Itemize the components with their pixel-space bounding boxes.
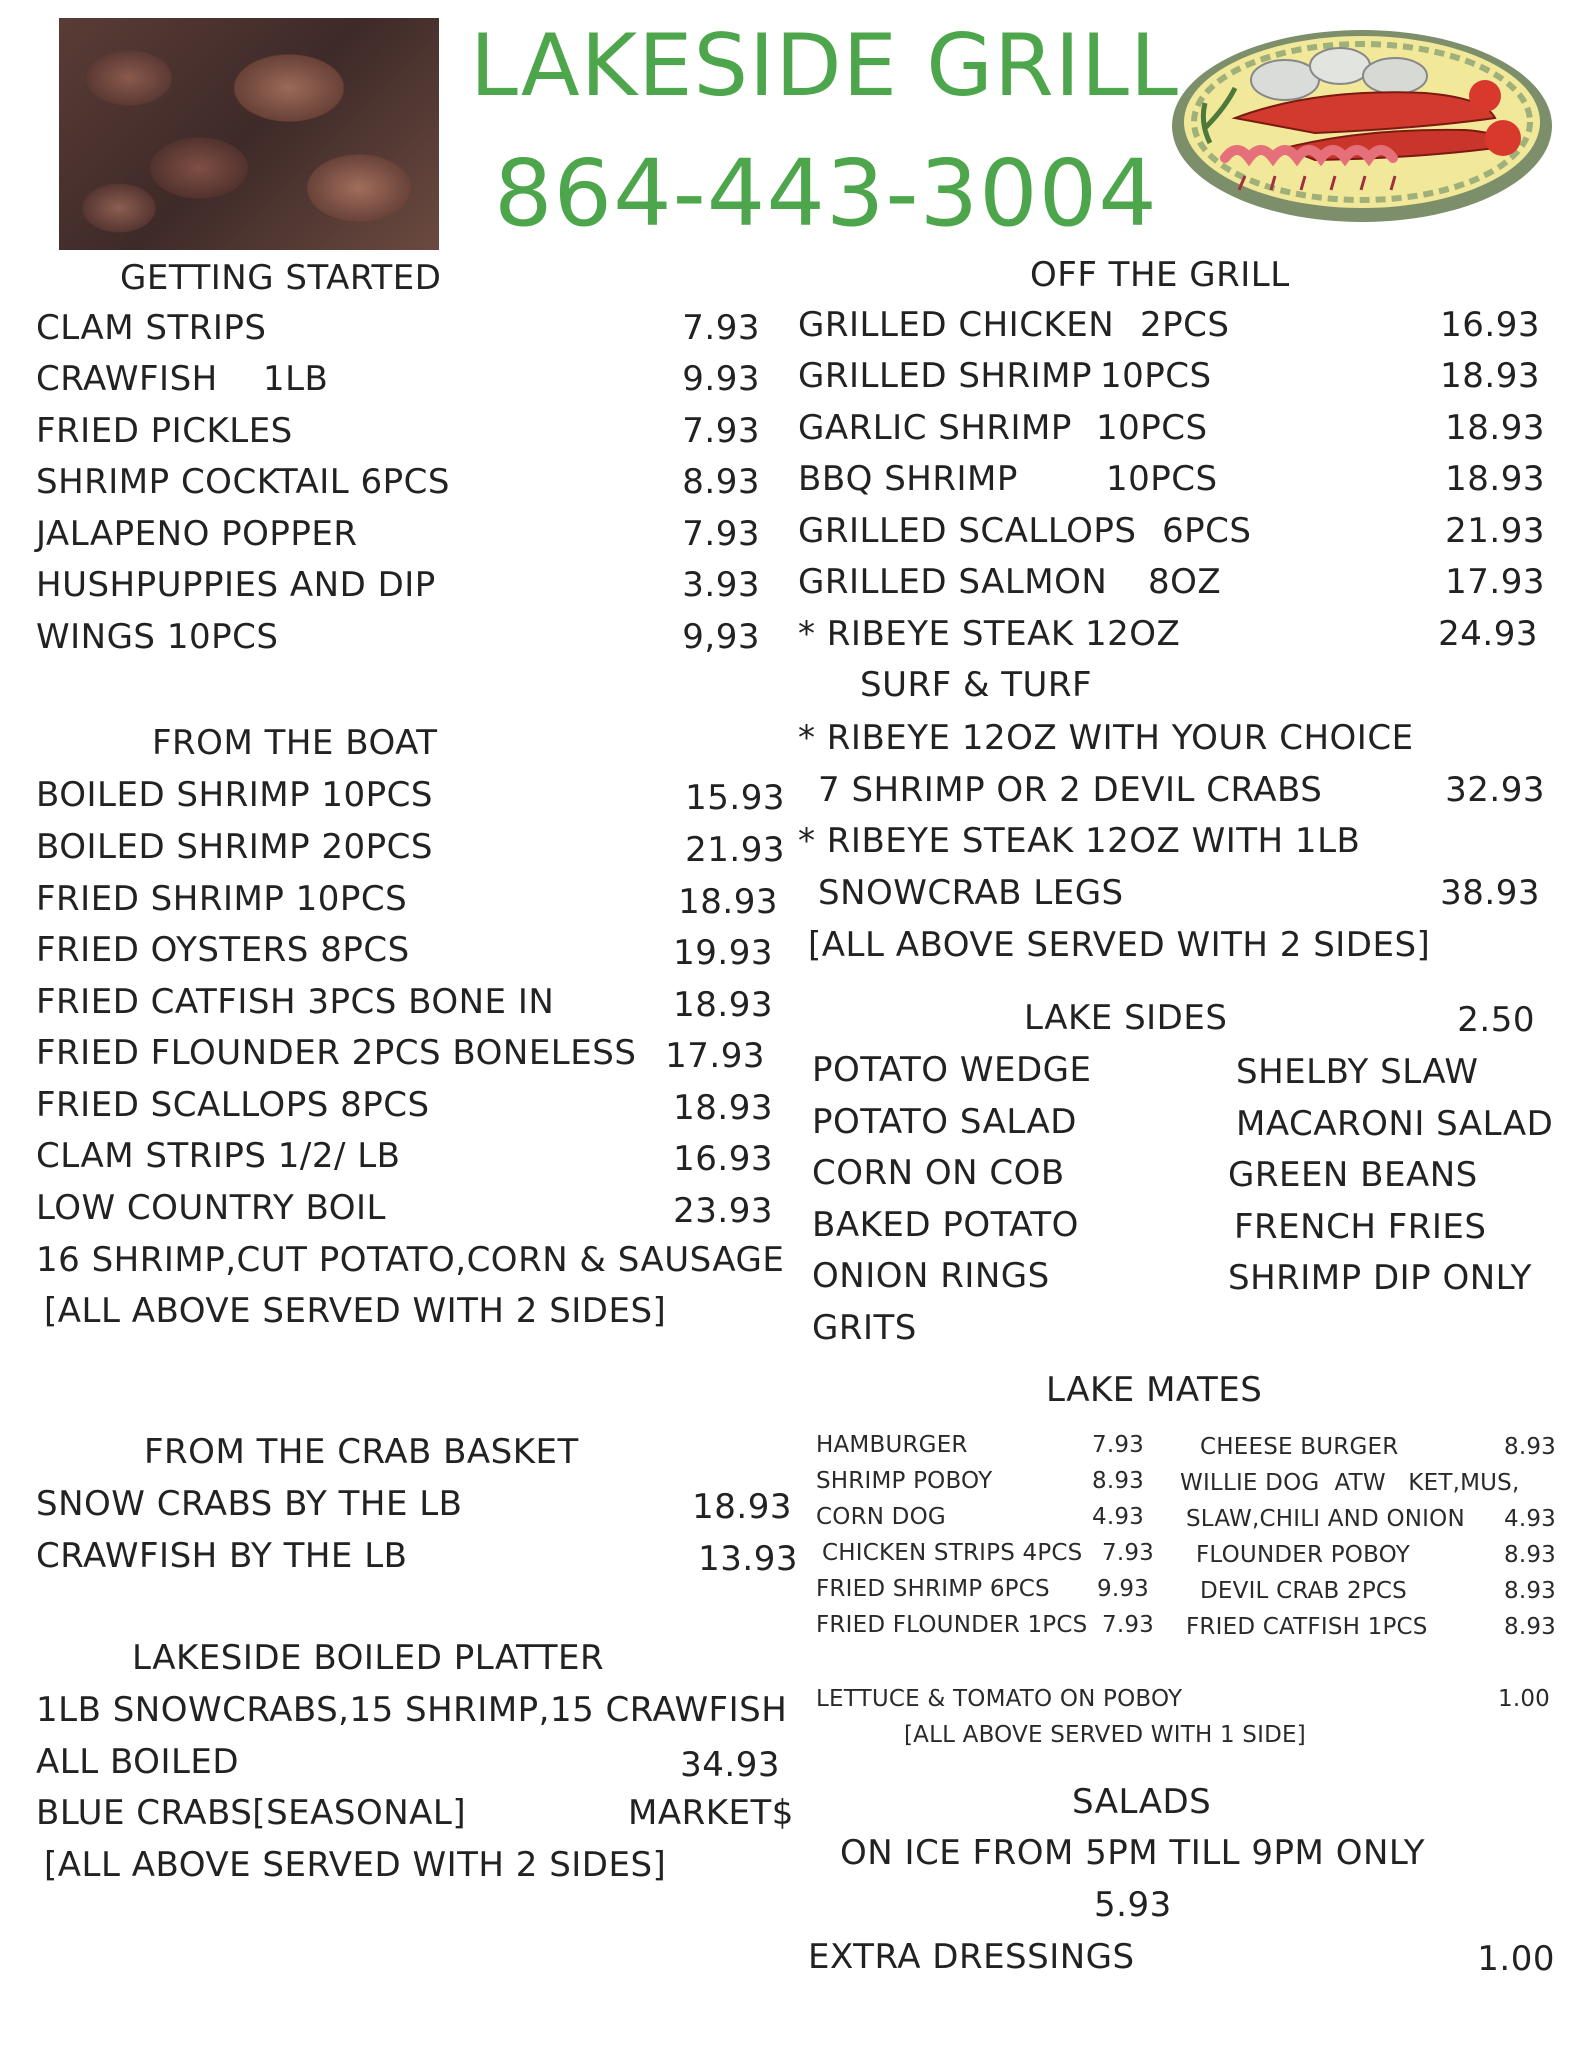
menu-item-name: CHICKEN STRIPS 4PCS [822, 1540, 1083, 1566]
menu-item-price: 16.93 [1440, 305, 1540, 345]
menu-item-name: SHRIMP COCKTAIL 6PCS [36, 462, 450, 502]
menu-item-price: 24.93 [1438, 614, 1538, 654]
menu-item-price: 9.93 [682, 359, 760, 399]
menu-item-price: 18.93 [1445, 459, 1545, 499]
menu-item-price: 7.93 [1101, 1540, 1154, 1566]
menu-item-qty: 6PCS [1162, 511, 1252, 551]
extra-dressings: EXTRA DRESSINGS [808, 1937, 1135, 1977]
menu-item-qty: 10PCS [1096, 408, 1208, 448]
menu-item-price: 17.93 [665, 1036, 765, 1076]
menu-item-price: 18.93 [678, 882, 778, 922]
side-item: MACARONI SALAD [1236, 1104, 1554, 1144]
side-item: SHELBY SLAW [1236, 1052, 1479, 1092]
menu-item-name: FRIED FLOUNDER 1PCS [816, 1612, 1088, 1638]
menu-item-price: 18.93 [692, 1487, 792, 1527]
menu-item-name: BLUE CRABS[SEASONAL] [36, 1793, 467, 1833]
menu-item-name: WILLIE DOG ATW KET,MUS, [1180, 1470, 1520, 1496]
served-note: [ALL ABOVE SERVED WITH 2 SIDES] [808, 925, 1431, 965]
menu-item-price: 4.93 [1091, 1504, 1144, 1530]
menu-item-price: 13.93 [698, 1539, 798, 1579]
menu-item-price: 7.93 [682, 308, 760, 348]
menu-item-name: * RIBEYE STEAK 12OZ [798, 614, 1181, 654]
menu-item-price: 3.93 [682, 565, 760, 605]
menu-item-name: CHEESE BURGER [1200, 1434, 1399, 1460]
menu-item-name: FRIED SHRIMP 10PCS [36, 879, 408, 919]
menu-item-name: GRILLED CHICKEN [798, 305, 1115, 345]
menu-item-price: 8.93 [682, 462, 760, 502]
menu-item-price: 7.93 [682, 411, 760, 451]
menu-item-name: FRIED OYSTERS 8PCS [36, 930, 410, 970]
menu-item-qty: 8OZ [1148, 562, 1222, 602]
surf-turf-line: * RIBEYE STEAK 12OZ WITH 1LB [798, 821, 1361, 861]
surf-turf-line: SNOWCRAB LEGS [818, 873, 1124, 913]
menu-item-price: 8.93 [1091, 1468, 1144, 1494]
menu-item-name: CORN DOG [816, 1504, 946, 1530]
menu-item-qty: 10PCS [1100, 356, 1212, 396]
menu-item-price: 16.93 [673, 1139, 773, 1179]
menu-item-name: WINGS 10PCS [36, 617, 279, 657]
menu-item-price: 18.93 [1440, 356, 1540, 396]
menu-item-name: CRAWFISH BY THE LB [36, 1536, 408, 1576]
menu-item-name: FRIED SCALLOPS 8PCS [36, 1085, 430, 1125]
section-heading: LAKE MATES [1046, 1370, 1263, 1410]
side-item: GRITS [812, 1308, 917, 1348]
menu-item-price: 19.93 [673, 933, 773, 973]
menu-item-price: 21.93 [1445, 511, 1545, 551]
side-item: ONION RINGS [812, 1256, 1050, 1296]
section-heading: SURF & TURF [860, 665, 1093, 705]
platter-contents: 1LB SNOWCRABS,15 SHRIMP,15 CRAWFISH [36, 1690, 788, 1730]
section-heading: FROM THE BOAT [152, 723, 438, 763]
menu-item-price: 8.93 [1503, 1542, 1556, 1568]
menu-item-name: FRIED CATFISH 1PCS [1186, 1614, 1428, 1640]
menu-item-name: FRIED CATFISH 3PCS BONE IN [36, 982, 555, 1022]
poboy-extra-price: 1.00 [1497, 1686, 1550, 1712]
menu-item-name: CLAM STRIPS 1/2/ LB [36, 1136, 401, 1176]
section-heading: LAKE SIDES [1024, 998, 1228, 1038]
side-item: POTATO WEDGE [812, 1050, 1092, 1090]
menu-item-price: 7.93 [1091, 1432, 1144, 1458]
menu-item-name: BBQ SHRIMP [798, 459, 1018, 499]
poboy-extra: LETTUCE & TOMATO ON POBOY [816, 1686, 1183, 1712]
restaurant-title: LAKESIDE GRILL [470, 16, 1179, 116]
section-heading: GETTING STARTED [120, 258, 442, 298]
menu-item-price: 18.93 [673, 985, 773, 1025]
menu-item-name: BOILED SHRIMP 10PCS [36, 775, 433, 815]
menu-item-name: SNOW CRABS BY THE LB [36, 1484, 463, 1524]
menu-item-name: FRIED PICKLES [36, 411, 293, 451]
menu-item-name: GRILLED SALMON [798, 562, 1108, 602]
menu-item-name: FRIED FLOUNDER 2PCS BONELESS [36, 1033, 637, 1073]
sides-price: 2.50 [1457, 1000, 1535, 1040]
menu-item-name: SLAW,CHILI AND ONION [1186, 1506, 1465, 1532]
menu-item-price: 8.93 [1503, 1578, 1556, 1604]
menu-item-price: 15.93 [685, 778, 785, 818]
menu-item-name: GRILLED SHRIMP [798, 356, 1092, 396]
menu-item-price: 7.93 [682, 514, 760, 554]
section-heading: FROM THE CRAB BASKET [144, 1432, 579, 1472]
menu-item-name: BOILED SHRIMP 20PCS [36, 827, 433, 867]
side-item: FRENCH FRIES [1234, 1207, 1487, 1247]
extra-dressings-price: 1.00 [1477, 1939, 1555, 1979]
menu-item-qty: 2PCS [1140, 305, 1230, 345]
menu-item-price: 4.93 [1503, 1506, 1556, 1532]
menu-item-name: HUSHPUPPIES AND DIP [36, 565, 436, 605]
served-note: [ALL ABOVE SERVED WITH 2 SIDES] [44, 1845, 667, 1885]
side-item: POTATO SALAD [812, 1102, 1077, 1142]
menu-item-price: 32.93 [1445, 770, 1545, 810]
menu-item-price: 8.93 [1503, 1434, 1556, 1460]
surf-turf-line: * RIBEYE 12OZ WITH YOUR CHOICE [798, 718, 1414, 758]
platter-note: ALL BOILED [36, 1742, 240, 1782]
salads-note: ON ICE FROM 5PM TILL 9PM ONLY [840, 1833, 1426, 1873]
section-heading: SALADS [1072, 1782, 1212, 1822]
menu-item-price: 23.93 [673, 1191, 773, 1231]
menu-item-price: MARKET$ [628, 1793, 794, 1833]
menu-item-qty: 10PCS [1106, 459, 1218, 499]
boil-description: 16 SHRIMP,CUT POTATO,CORN & SAUSAGE [36, 1240, 785, 1280]
served-note: [ALL ABOVE SERVED WITH 1 SIDE] [904, 1722, 1306, 1748]
menu-item-name: JALAPENO POPPER [36, 514, 358, 554]
side-item: GREEN BEANS [1228, 1155, 1478, 1195]
menu-item-name: HAMBURGER [816, 1432, 968, 1458]
menu-item-price: 21.93 [685, 830, 785, 870]
menu-item-price: 8.93 [1503, 1614, 1556, 1640]
served-note: [ALL ABOVE SERVED WITH 2 SIDES] [44, 1291, 667, 1331]
seafood-platter-illustration [1165, 18, 1560, 228]
menu-item-price: 9.93 [1096, 1576, 1149, 1602]
menu-item-name: SHRIMP POBOY [816, 1468, 993, 1494]
menu-item-price: 17.93 [1445, 562, 1545, 602]
platter-price: 34.93 [680, 1745, 780, 1785]
menu-item-price: 38.93 [1440, 873, 1540, 913]
menu-item-name: GARLIC SHRIMP [798, 408, 1072, 448]
menu-item-price: 18.93 [673, 1088, 773, 1128]
menu-item-name: DEVIL CRAB 2PCS [1200, 1578, 1407, 1604]
menu-item-price: 9,93 [682, 617, 760, 657]
surf-turf-line: 7 SHRIMP OR 2 DEVIL CRABS [818, 770, 1323, 810]
menu-item-name: CRAWFISH 1LB [36, 359, 329, 399]
section-heading: LAKESIDE BOILED PLATTER [132, 1638, 605, 1678]
menu-item-name: GRILLED SCALLOPS [798, 511, 1137, 551]
side-item: BAKED POTATO [812, 1205, 1079, 1245]
side-item: CORN ON COB [812, 1153, 1065, 1193]
menu-item-name: FLOUNDER POBOY [1196, 1542, 1410, 1568]
menu-item-price: 18.93 [1445, 408, 1545, 448]
menu-item-name: FRIED SHRIMP 6PCS [816, 1576, 1050, 1602]
salads-price: 5.93 [1094, 1885, 1172, 1925]
phone-number: 864-443-3004 [494, 140, 1158, 247]
section-heading: OFF THE GRILL [1030, 255, 1290, 295]
side-item: SHRIMP DIP ONLY [1228, 1258, 1532, 1298]
menu-item-name: CLAM STRIPS [36, 308, 267, 348]
menu-item-name: LOW COUNTRY BOIL [36, 1188, 386, 1228]
crab-photo [59, 18, 439, 250]
menu-item-price: 7.93 [1102, 1612, 1155, 1638]
